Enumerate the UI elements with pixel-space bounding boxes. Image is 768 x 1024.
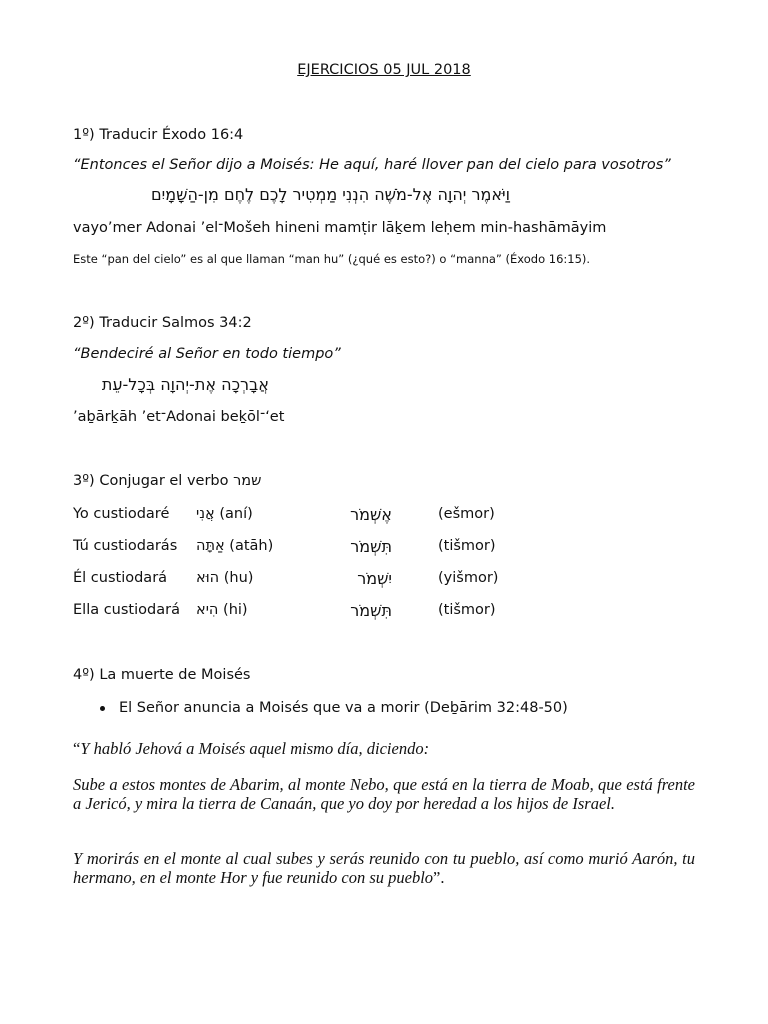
ex2-transliteration: ’aḇārḵāh ’et־Adonai beḵōl־‘et bbox=[73, 409, 285, 425]
ex4-heading: 4º) La muerte de Moisés bbox=[73, 667, 251, 683]
ex1-note: Este “pan del cielo” es al que llaman “man hu” (¿qué es esto?) o “manna” (Éxodo 16:15). bbox=[73, 252, 591, 266]
conjugation-pronoun: אַתָּה (atāh) bbox=[196, 538, 274, 554]
conjugation-pronoun: הוּא (hu) bbox=[196, 570, 254, 586]
ex4-paragraph-1-text: Y habló Jehová a Moisés aquel mismo día, diciendo: bbox=[80, 739, 430, 758]
ex2-heading: 2º) Traducir Salmos 34:2 bbox=[73, 315, 252, 331]
ex4-paragraph-3 bbox=[73, 849, 695, 887]
ex2-quote: “Bendeciré al Señor en todo tiempo” bbox=[73, 346, 341, 362]
conjugation-transliteration: (ešmor) bbox=[438, 506, 495, 522]
conjugation-verb: אֶשְׁמֹר bbox=[350, 505, 392, 524]
conjugation-verb: תִּשְׁמֹר bbox=[350, 601, 392, 620]
conjugation-verb: יִשְׁמֹר bbox=[357, 569, 392, 588]
open-quote: “ bbox=[73, 739, 81, 758]
page-title: EJERCICIOS 05 JUL 2018 bbox=[297, 62, 471, 78]
conjugation-spanish: Tú custiodarás bbox=[73, 538, 178, 554]
bullet-dot bbox=[100, 706, 105, 711]
close-quote: ”. bbox=[433, 868, 445, 887]
conjugation-verb: תִּשְׁמֹר bbox=[350, 537, 392, 556]
conjugation-spanish: Yo custiodaré bbox=[73, 506, 170, 522]
ex4-paragraph-3-text: Y morirás en el monte al cual subes y serás reunido con tu pueblo, así como murió Aarón, tu hermano, en el monte Hor y fue reunido con su pueblo bbox=[73, 849, 695, 887]
ex2-hebrew: אֲבָרְכָה אֶת-יְהוָה בְּכָל-עֵת bbox=[101, 375, 269, 394]
ex4-bullet-text: El Señor anuncia a Moisés que va a morir (Deḇārim 32:48-50) bbox=[119, 700, 568, 716]
ex4-paragraph-1 bbox=[73, 739, 695, 758]
conjugation-spanish: Él custiodará bbox=[73, 570, 168, 586]
ex1-heading: 1º) Traducir Éxodo 16:4 bbox=[73, 127, 244, 143]
conjugation-pronoun: אֲנִי (aní) bbox=[196, 506, 253, 522]
ex1-transliteration: vayo’mer Adonai ’el־Mošeh hineni mamṭir lāḵem leḥem min-hashāmāyim bbox=[73, 220, 607, 236]
ex1-quote: “Entonces el Señor dijo a Moisés: He aquí, haré llover pan del cielo para vosotros” bbox=[73, 157, 671, 173]
ex1-hebrew: וַיֹּאמֶר יְהוָה אֶל-מֹשֶׁה הִנְנִי מַמְטִיר לָכֶם לֶחֶם מִן-הַשָּׁמָיִם bbox=[151, 185, 510, 204]
conjugation-pronoun: הִיא (hi) bbox=[196, 602, 248, 618]
ex3-heading: 3º) Conjugar el verbo שמר bbox=[73, 473, 262, 489]
conjugation-transliteration: (tišmor) bbox=[438, 602, 496, 618]
ex4-paragraph-2: Sube a estos montes de Abarim, al monte Nebo, que está en la tierra de Moab, que está frente a Jericó, y mira la tierra de Canaán, que yo doy por heredad a los hijos de Israel. bbox=[73, 775, 695, 813]
conjugation-transliteration: (yišmor) bbox=[438, 570, 499, 586]
conjugation-transliteration: (tišmor) bbox=[438, 538, 496, 554]
conjugation-spanish: Ella custiodará bbox=[73, 602, 180, 618]
ex4-bullet-item bbox=[100, 700, 568, 716]
